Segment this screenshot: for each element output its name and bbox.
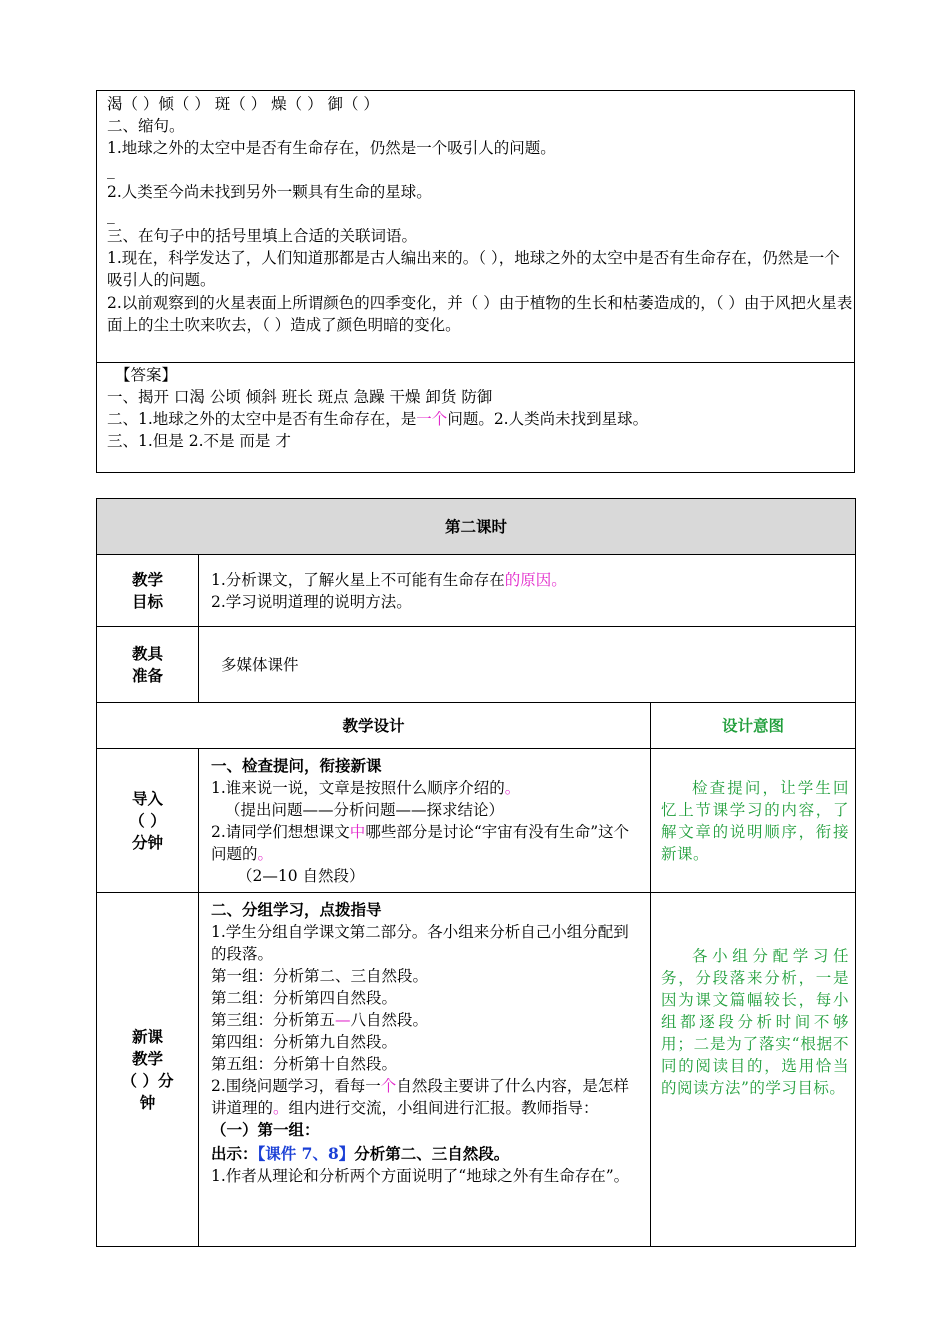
group-2: 第二组：分析第四自然段。 [211,989,398,1007]
group-4: 第四组：分析第九自然段。 [211,1033,398,1051]
group-1: 第一组：分析第二、三自然段。 [211,967,429,985]
intro-intent: 检查提问，让学生回忆上节课学习的内容，了解文章的说明顺序，衔接新课。 [651,749,856,893]
intro-content [199,749,651,893]
conjunction-question-2: 2.以前观察到的火星表面上所谓颜色的四季变化，并（ ）由于植物的生长和枯萎造成的，（ ）由于风把火星表面上的尘土吹来吹去，（ ）造成了颜色明暗的变化。 [107,294,853,334]
goal-2: 2.学习说明道理的说明方法。 [211,593,412,611]
shorten-question-1: 1.地球之外的太空中是否有生命存在，仍然是一个吸引人的问题。 [107,139,556,157]
intro-q2-note: （2—10 自然段） [237,867,365,885]
answer-3: 三、1.但是 2.不是 而是 才 [107,432,291,450]
answer-1: 一、揭开 口渴 公顷 倾斜 班长 斑点 急躁 干燥 卸货 防御 [107,388,493,406]
new-lesson-intent: 各小组分配学习任务，分段落来分析，一是因为课文篇幅较长，每小组都逐段分析时间不够用；二是为了落实“根据不同的阅读目的，选用恰当的阅读方法”的学习目标。 [651,893,856,1247]
new-lesson-content [199,893,651,1247]
intro-q1: 1.谁来说一说，文章是按照什么顺序介绍的。 [211,779,521,797]
group-1-question: 1.作者从理论和分析两个方面说明了“地球之外有生命存在”。 [211,1167,630,1185]
exercise-box [96,90,855,473]
goals-content [199,555,856,627]
new-p2: 2.围绕问题学习，看每一个自然段主要讲了什么内容，是怎样讲道理的。组内进行交流，小组间进行汇报。教师指导： [211,1077,629,1117]
new-heading: 二、分组学习，点拨指导 [211,900,382,919]
section-2-title: 二、缩句。 [107,117,185,135]
char-fill-line: 渴（ ）倾（ ） 斑（ ） 燥（ ） 御（ ） [107,95,379,113]
section-3-title: 三、在句子中的括号里填上合适的关联词语。 [107,227,418,245]
lesson-plan-table [96,498,856,1247]
group-3: 第三组：分析第五—八自然段。 [211,1011,429,1029]
new-p1: 1.学生分组自学课文第二部分。各小组来分析自己小组分配到的段落。 [211,923,629,963]
goals-label: 教学目标 [97,555,199,627]
lesson-title: 第二课时 [97,499,856,555]
answer-blank-1: _ [107,161,115,179]
tools-content: 多媒体课件 [199,627,856,703]
answer-blank-2: _ [107,206,115,224]
group-5: 第五组：分析第十自然段。 [211,1055,398,1073]
intro-q2: 2.请同学们想想课文中哪些部分是讨论“宇宙有没有生命”这个问题的。 [211,823,630,863]
intent-header: 设计意图 [651,703,856,749]
answer-title: 【答案】 [115,366,178,384]
intro-label: 导入 （ ） 分钟 [97,749,199,893]
tools-label: 教具准备 [97,627,199,703]
courseware-show: 出示：【课件 7、8】分析第二、三自然段。 [211,1144,510,1163]
goal-1: 1.分析课文，了解火星上不可能有生命存在的原因。 [211,571,567,589]
new-lesson-label: 新课 教学 （ ）分 钟 [97,893,199,1247]
shorten-question-2: 2.人类至今尚未找到另外一颗具有生命的星球。 [107,183,432,201]
answer-2: 二、1.地球之外的太空中是否有生命存在，是一个问题。2.人类尚未找到星球。 [107,410,649,428]
design-header: 教学设计 [97,703,651,749]
answer-divider [97,362,854,363]
group-1-subheading: （一）第一组： [211,1120,320,1139]
conjunction-question-1: 1.现在，科学发达了，人们知道那都是古人编出来的。（ ），地球之外的太空中是否有生命存在，仍然是一个吸引人的问题。 [107,249,840,289]
intro-q1-note: （提出问题——分析问题——探求结论） [225,801,505,819]
intro-heading: 一、检查提问，衔接新课 [211,756,382,775]
